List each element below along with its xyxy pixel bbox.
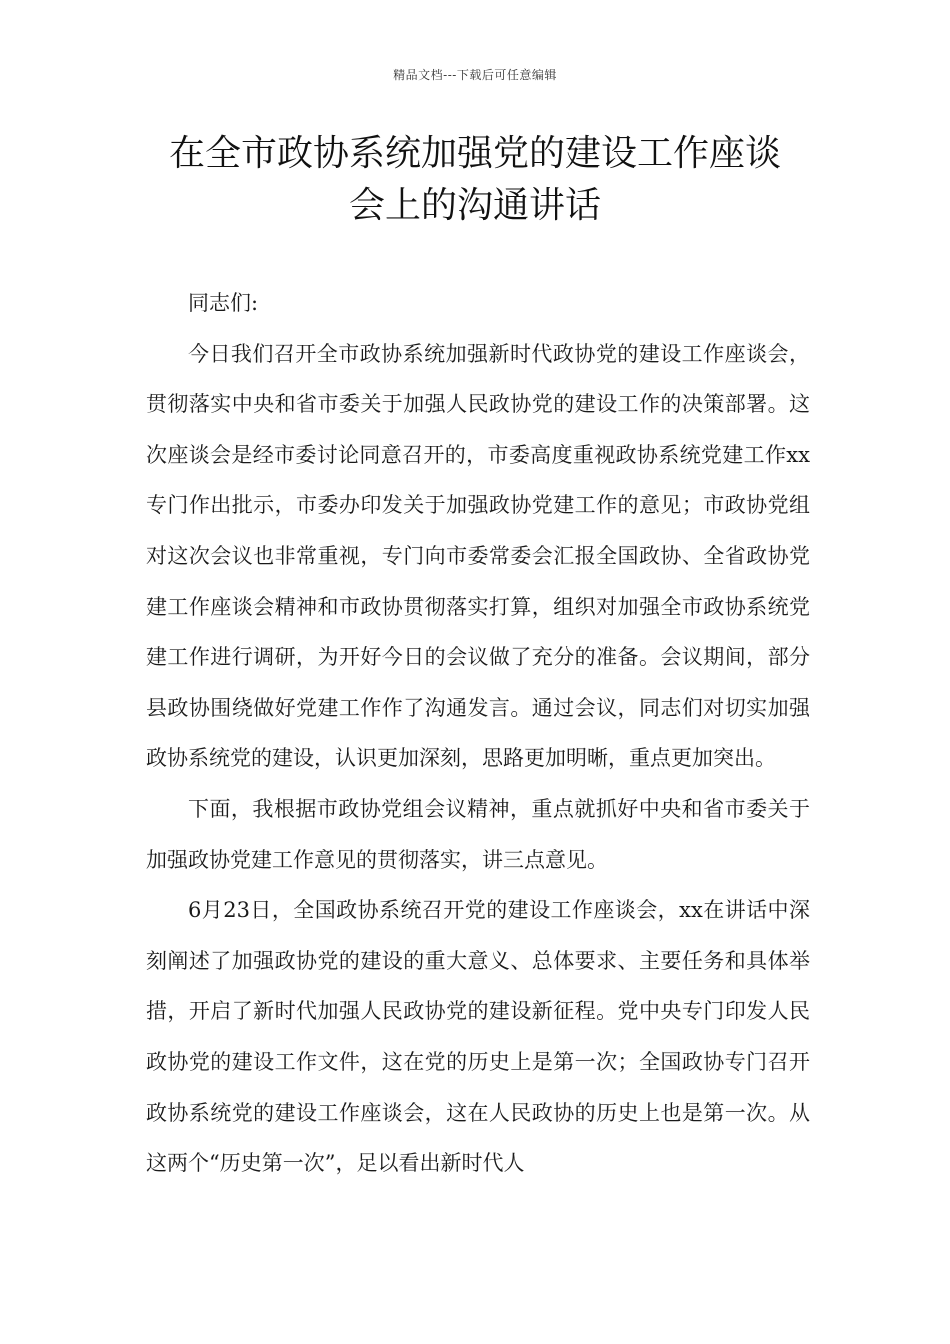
salutation: 同志们: (188, 291, 259, 315)
paragraph: 下面，我根据市政协党组会议精神，重点就抓好中央和省市委关于加强政协党建工作意见的贯彻落实，讲三点意见。 (146, 796, 810, 872)
paragraph: 今日我们召开全市政协系统加强新时代政协党的建设工作座谈会，贯彻落实中央和省市委关于加强人民政协党的建设工作的决策部署。这次座谈会是经市委讨论同意召开的，市委高度重视政协系统党建工作xx专门作出批示，市委办印发关于加强政协党建工作的意见；市政协党组对这次会议也非常重视，专门向市委常委会汇报全国政协、全省政协党建工作座谈会精神和市政协贯彻落实打算，组织对加强全市政协系统党建工作进行调研，为开好今日的会议做了充分的准备。会议期间，部分县政协围绕做好党建工作作了沟通发言。通过会议，同志们对切实加强政协系统党的建设，认识更加深刻，思路更加明晰，重点更加突出。 (146, 341, 810, 771)
title-line-2: 会上的沟通讲话 (348, 185, 601, 226)
header-note: 精品文档---下载后可任意编辑 (393, 68, 557, 82)
document-title (140, 128, 810, 232)
title-line-1: 在全市政协系统加强党的建设工作座谈 (168, 133, 781, 174)
document-body (146, 278, 810, 1189)
paragraph: 6月23日，全国政协系统召开党的建设工作座谈会，xx在讲话中深刻阐述了加强政协党的建设的重大意义、总体要求、主要任务和具体举措，开启了新时代加强人民政协党的建设新征程。党中央专门印发人民政协党的建设工作文件，这在党的历史上是第一次；全国政协专门召开政协系统党的建设工作座谈会，这在人民政协的历史上也是第一次。从这两个“历史第一次”，足以看出新时代人 (146, 898, 810, 1176)
